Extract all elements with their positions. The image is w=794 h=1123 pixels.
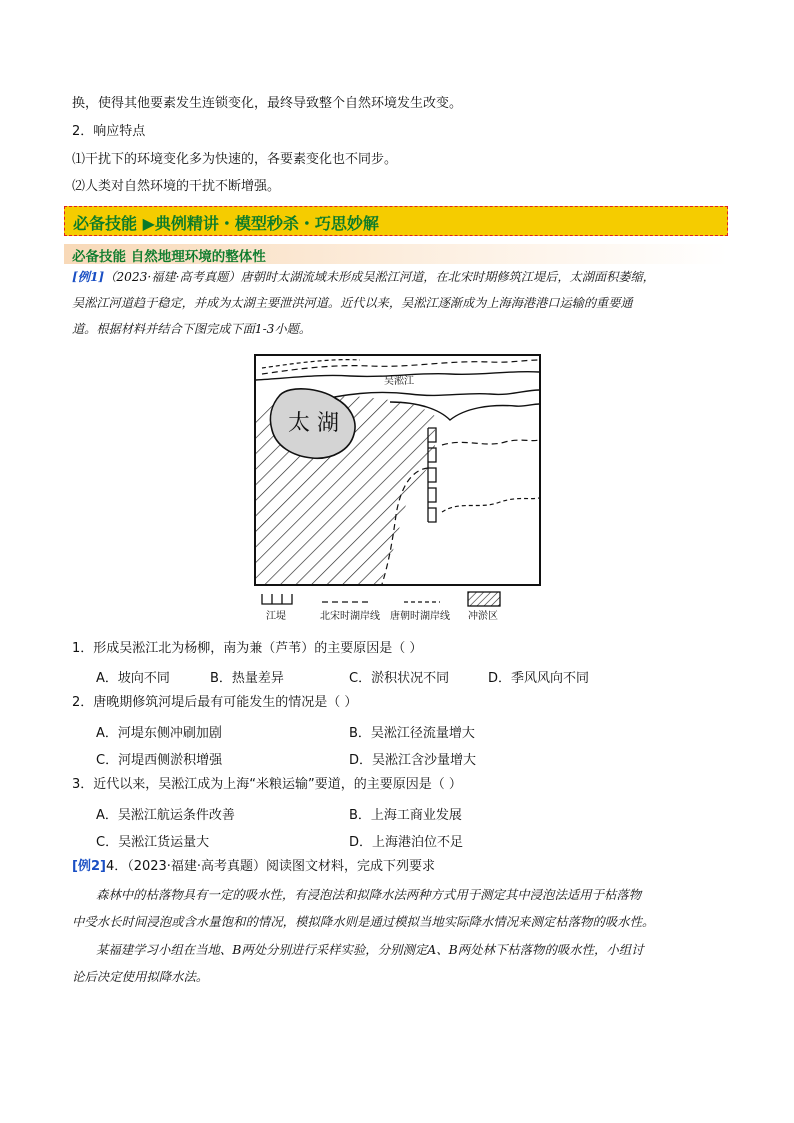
section-heading: 2．响应特点	[72, 124, 146, 139]
legend-song-label: 北宋时湖岸线	[320, 611, 380, 622]
option-c: C．河堤西侧淤积增强	[96, 753, 223, 768]
option-c: C．淤积状况不同	[349, 671, 450, 686]
option-c: C．吴淞江货运量大	[96, 835, 210, 850]
option-b: B．上海工商业发展	[349, 808, 462, 823]
subheading-bar	[64, 244, 728, 264]
text-line: 换，使得其他要素发生连锁变化，最终导致整个自然环境发生改变。	[72, 96, 463, 111]
banner-title: 必备技能 ▶典例精讲・模型秒杀・巧思妙解	[73, 214, 379, 233]
question-stem: 1．形成吴淞江北为杨柳，南为兼（芦苇）的主要原因是（ ）	[72, 641, 423, 656]
example1-line	[72, 268, 655, 286]
option-a: A．河堤东侧冲刷加剧	[96, 726, 222, 741]
example2-line: 森林中的枯落物具有一定的吸水性，有浸泡法和拟降水法两种方式用于测定其中浸泡法适用于枯落物	[96, 887, 642, 902]
option-a: A．吴淞江航运条件改善	[96, 808, 235, 823]
option-d: D．吴淞江含沙量增大	[349, 753, 477, 768]
text-line: ⑵人类对自然环境的干扰不断增强。	[72, 179, 281, 194]
question-stem: 2．唐晚期修筑河堤后最有可能发生的情况是（ ）	[72, 695, 358, 710]
map-legend	[262, 592, 500, 622]
legend-tang-label: 唐朝时湖岸线	[390, 611, 450, 622]
example2-line: 中受水长时间浸泡或含水量饱和的情况，模拟降水则是通过模拟当地实际降水情况来测定枯落物的吸水性。	[72, 914, 655, 929]
option-b: B．吴淞江径流量增大	[349, 726, 475, 741]
example2-line: 论后决定使用拟降水法。	[72, 969, 209, 984]
text-line: ⑴干扰下的环境变化多为快速的，各要素变化也不同步。	[72, 152, 398, 167]
example1-line: 吴淞江河道趋于稳定，并成为太湖主要泄洪河道。近代以来，吴淞江逐渐成为上海海港港口运输的重要通	[72, 296, 633, 310]
example-tag: [例1]	[72, 270, 105, 284]
taihu-map-figure	[250, 350, 550, 625]
option-b: B．热量差异	[210, 671, 284, 686]
subheading-title: 必备技能 自然地理环境的整体性	[72, 249, 266, 265]
example2-head: 4．（2023·福建·高考真题）阅读图文材料，完成下列要求	[105, 859, 436, 874]
example1-text: （2023·福建·高考真题）唐朝时太湖流域未形成吴淞江河道，在北宋时期修筑江堤后，太湖面积萎缩，	[104, 270, 655, 284]
option-a: A．坡向不同	[96, 671, 170, 686]
example1-line: 道。根据材料并结合下图完成下面1-3小题。	[72, 322, 312, 336]
legend-siltation-label: 冲淤区	[468, 611, 498, 622]
option-d: D．上海港泊位不足	[349, 835, 464, 850]
skills-banner	[64, 206, 728, 236]
legend-siltation-icon	[468, 592, 500, 606]
river-label: 吴淞江	[384, 376, 414, 387]
legend-dyke-icon	[262, 594, 292, 604]
option-d: D．季风风向不同	[488, 671, 590, 686]
lake-label: 太 湖	[288, 411, 339, 436]
question-stem: 3．近代以来，吴淞江成为上海“米粮运输”要道，的主要原因是（ ）	[72, 777, 462, 792]
example2-line: 某福建学习小组在当地、B两处分别进行采样实验，分别测定A、B两处林下枯落物的吸水性，小组讨	[96, 942, 644, 957]
example-tag: [例2]	[72, 859, 106, 874]
example2-heading	[72, 858, 435, 876]
legend-dyke-label: 江堤	[266, 611, 286, 622]
